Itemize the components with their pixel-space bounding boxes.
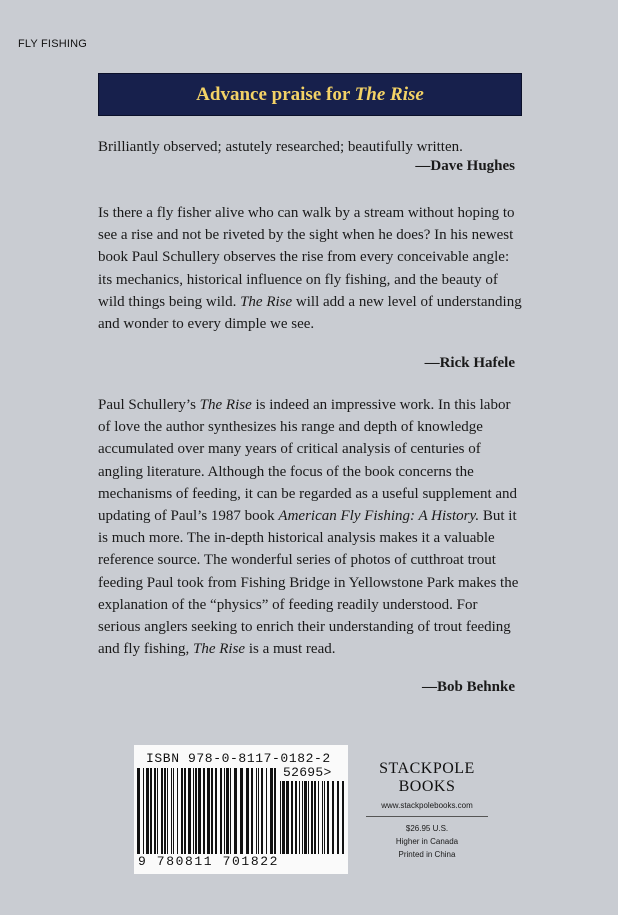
isbn-text: ISBN 978-0-8117-0182-2 [146,751,331,766]
price-code-text: 52695> [283,765,332,780]
quote-rick-hafele [98,202,523,335]
isbn-barcode [137,768,277,854]
author-dave-hughes: —Dave Hughes [415,158,515,174]
printed-in: Printed in China [398,850,456,859]
publisher-name-line2: BOOKS [398,778,456,795]
price-canada: Higher in Canada [395,837,459,846]
quote3-text-d: is a must read. [245,641,336,658]
praise-banner [98,73,522,116]
publisher-name-line1: STACKPOLE [379,760,475,777]
publisher-divider [366,816,488,817]
publisher-logo [366,760,488,810]
quote3-book-title-2: American Fly Fishing: A History. [278,508,480,525]
banner-prefix: Advance praise for [196,84,355,105]
author-bob-behnke: —Bob Behnke [422,679,515,695]
quote3-book-title-3: The Rise [193,641,246,658]
author-rick-hafele: —Rick Hafele [424,355,515,371]
quote-bob-behnke [98,394,523,660]
quote-dave-hughes: Brilliantly observed; astutely researched; beautifully written. [98,139,463,155]
ean-digits: 9 780811 701822 [138,854,280,869]
banner-title: The Rise [354,84,424,105]
quote2-text-a: Is there a fly fisher alive who can walk by a stream without hoping to see a rise and not be riveted by the sight when he does? In his newest book Paul Schullery observes the rise from every conceivable angle: its mechanics, historical influence on fly fishing, and the beauty of wild things being wild. [98,205,515,310]
quote2-text-b: will add a new level of understanding and wonder to every dimple we see. [98,293,522,333]
quote3-text-c: But it is much more. The in-depth historical analysis makes it a valuable reference source. The wonderful series of photos of cutthroat trout feeding Paul took from Fishing Bridge in Yellowstone Park makes the explanation of the “physics” of feeding readily understood. For serious anglers seeking to enrich their understanding of trout feeding and fly fishing, [98,508,519,658]
quote3-text-b: is indeed an impressive work. In this labor of love the author synthesizes his range and depth of knowledge accumulated over many years of critical analysis of centuries of angling literature. Although the focus of the book concerns the mechanisms of feeding, it can be regarded as a useful supplement and updating of Paul’s 1987 book [98,397,518,525]
publisher-url: www.stackpolebooks.com [381,801,473,810]
quote3-text-a: Paul Schullery’s [98,397,200,413]
price-block [366,822,488,861]
price-us: $26.95 U.S. [405,824,449,833]
category-label: FLY FISHING [18,38,88,50]
price-barcode [280,781,344,854]
quote2-book-title: The Rise [240,293,293,310]
quote3-book-title-1: The Rise [199,397,252,413]
